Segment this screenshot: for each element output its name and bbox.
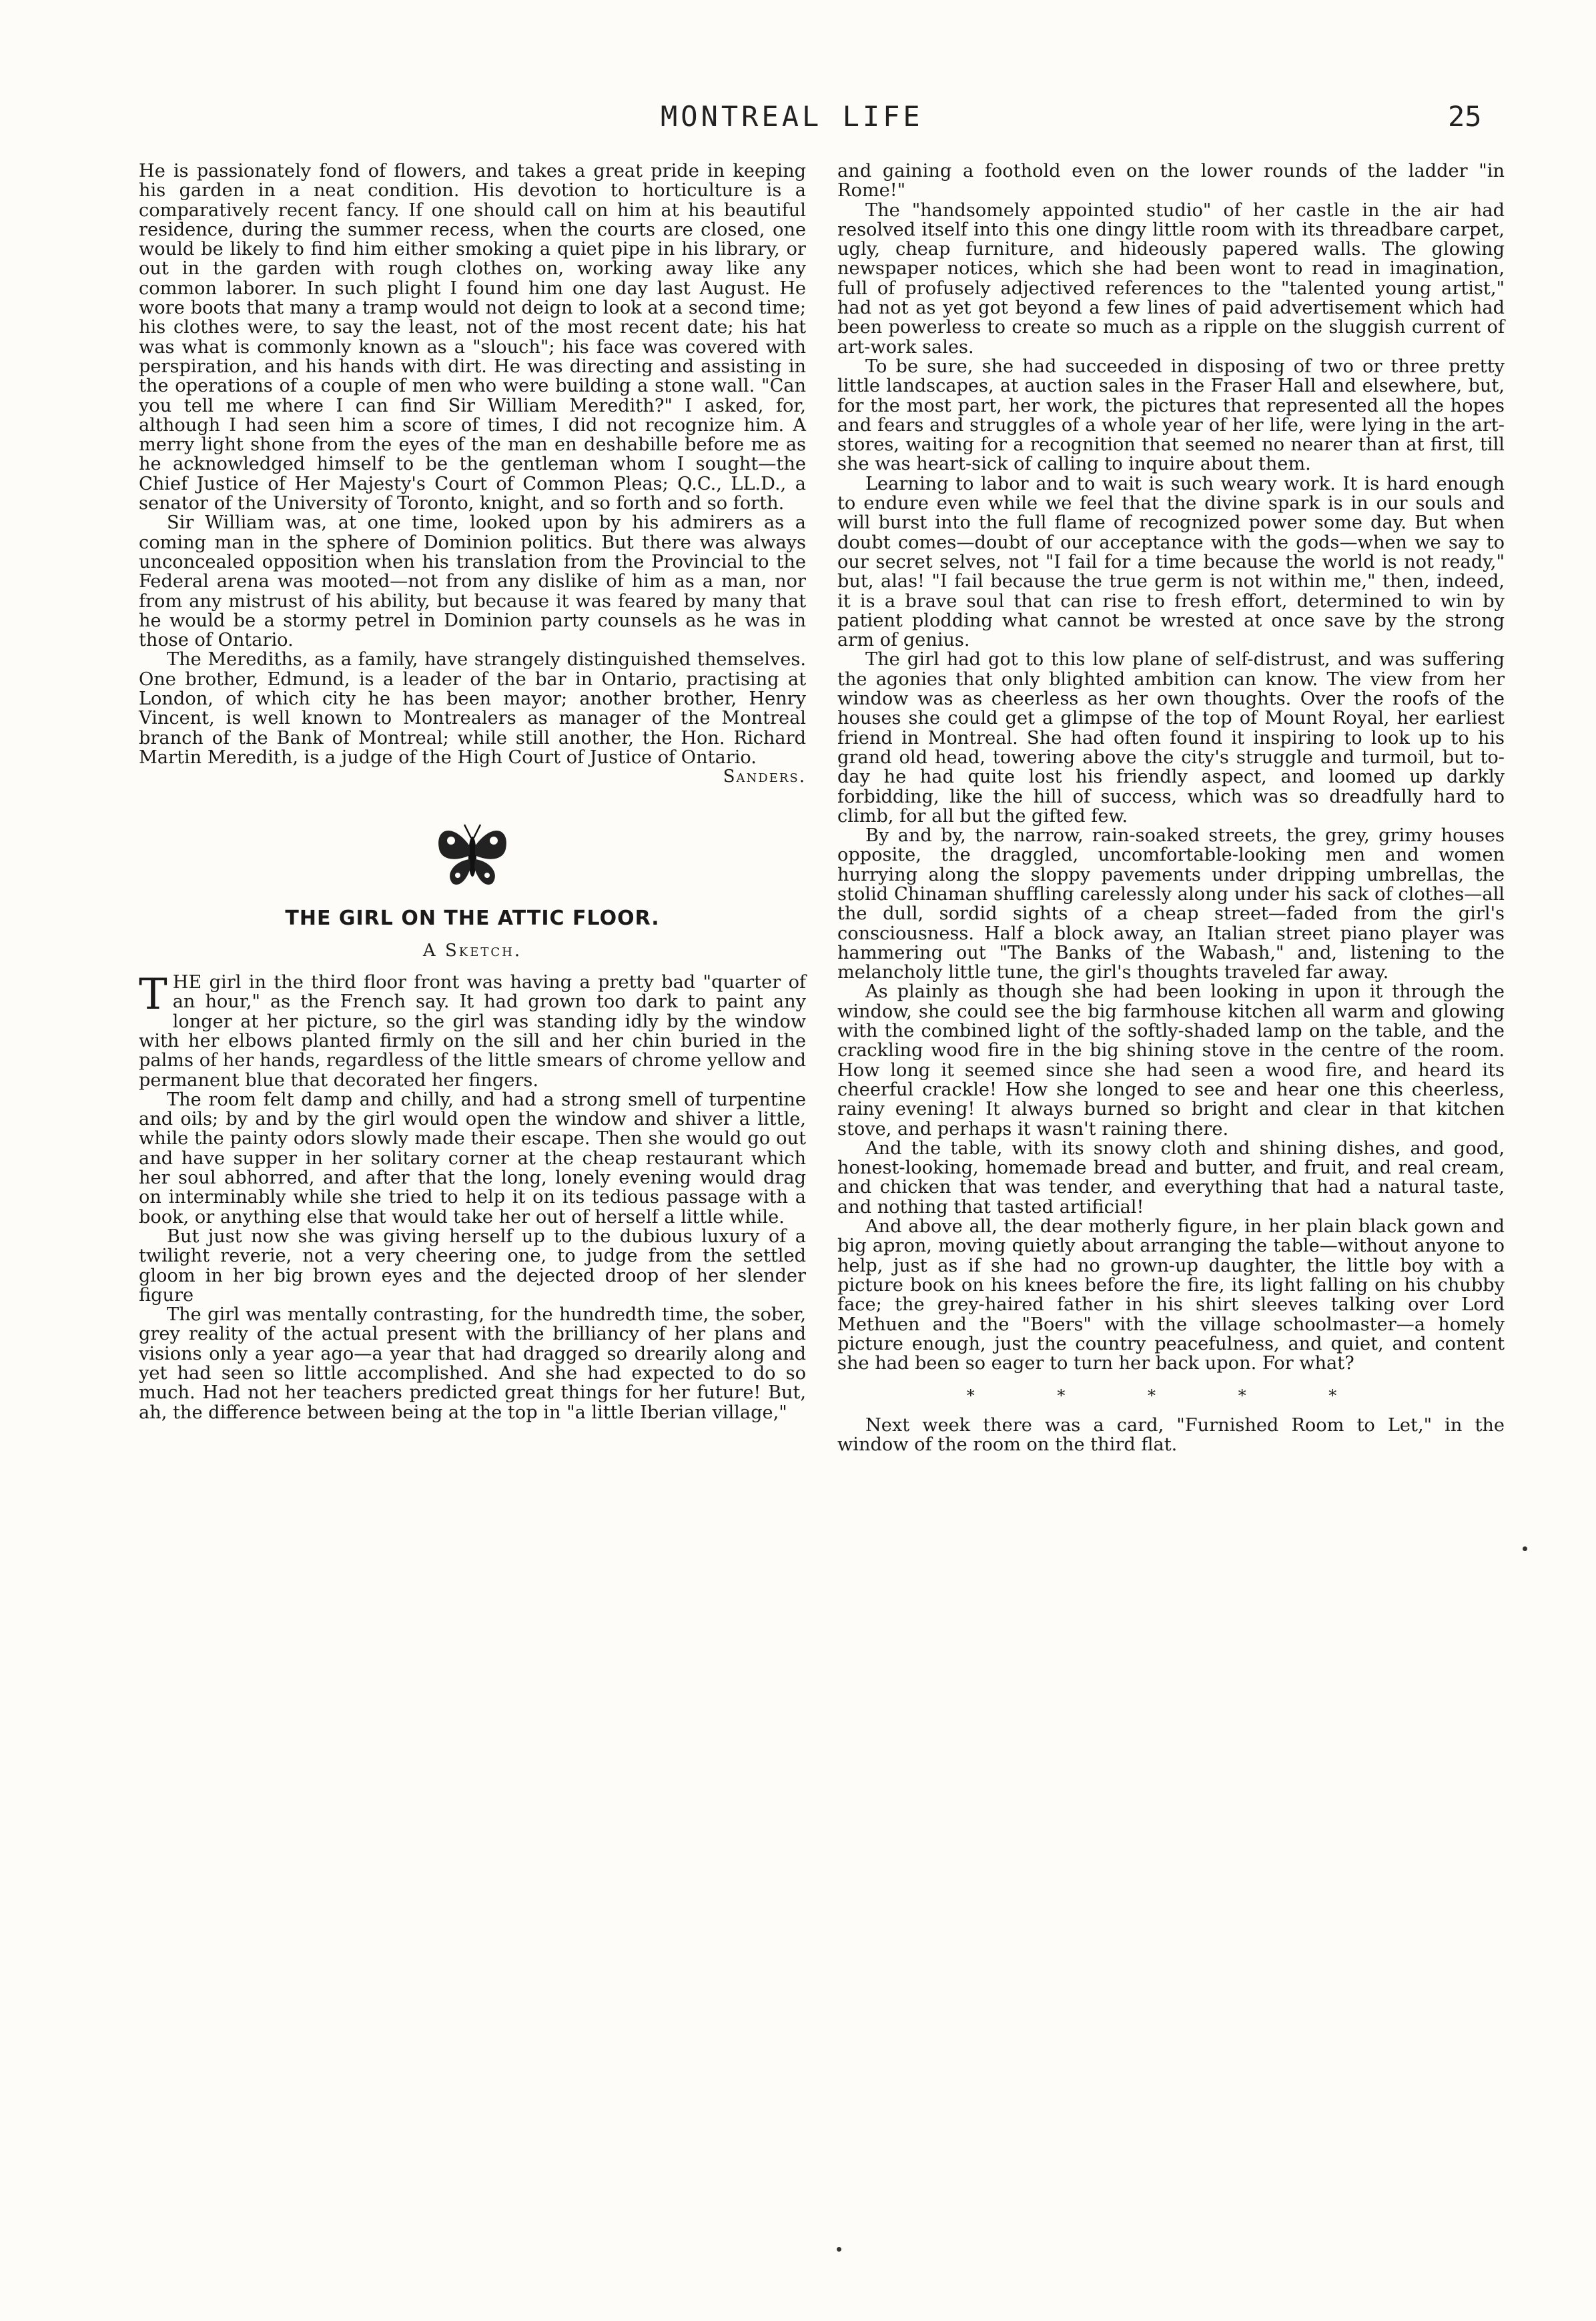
butterfly-icon — [432, 819, 512, 890]
story-paragraph: As plainly as though she had been looking in upon it through the window, she could see the big farmhouse kitchen all warm and glowing with the combined light of the softly-shaded lamp on the table, and the crackling wood fire in the big shining stove in the centre of the room. How long it seemed since she had seen a wood fire, and heard its cheerful crackle! How she longed to see and hear one this cheerless, rainy evening! It always burned so bright and clear in that kitchen stove, and perhaps it wasn't raining there. — [837, 981, 1505, 1139]
left-column — [139, 161, 806, 1422]
section-break-stars: * * * * * — [966, 1386, 1376, 1406]
article-paragraph: The Merediths, as a family, have strangely distinguished themselves. One brother, Edmund, is a leader of the bar in Ontario, practising at London, of which city he has been mayor; another brother, Henry Vincent, is well known to Montrealers as manager of the Montreal branch of the Bank of Montreal; while still another, the Hon. Richard Martin Meredith, is a judge of the High Court of Justice of Ontario. — [139, 649, 806, 768]
story-paragraph: Learning to labor and to wait is such weary work. It is hard enough to endure even while we feel that the divine spark is in our souls and will burst into the full flame of recognized power some day. But when doubt comes—doubt of our acceptance with the gods—when we say to our secret selves, not "I fail for a time because the world is not ready," but, alas! "I fail because the true germ is not within me," then, indeed, it is a brave soul that can rise to fresh effort, determined to win by patient plodding what cannot be wrested at once save by the strong arm of genius. — [837, 473, 1505, 651]
right-column — [837, 161, 1505, 1454]
page-number: 25 — [1448, 100, 1482, 133]
story-paragraph: and gaining a foothold even on the lower rounds of the ladder "in Rome!" — [837, 161, 1505, 201]
butterfly-ornament — [139, 819, 806, 890]
story-subtitle: A Sketch. — [422, 940, 522, 961]
story-paragraph: The "handsomely appointed studio" of her castle in the air had resolved itself into this one dingy little room with its threadbare carpet, ugly, cheap furniture, and hideously papered walls. The glowing newspaper notices, which she had been wont to read in imagination, full of profusely adjectived references to the "talented young artist," had not as yet got beyond a few lines of paid advertisement which had been powerless to create so much as a ripple on the sluggish current of art-work sales. — [837, 199, 1505, 358]
story-paragraph: And above all, the dear motherly figure, in her plain black gown and big apron, moving quietly about arranging the table—without anyone to help, just as if she had no grown-up daughter, the little boy with a picture book on his knees before the fire, its light falling on his chubby face; the grey-haired father in his shirt sleeves talking over Lord Methuen and the "Boers" with the village schoolmaster—a homely picture enough, just the country peacefulness, and quiet, and content she had been so eager to turn her back upon. For what? — [837, 1216, 1505, 1374]
author-signature: Sanders. — [723, 767, 806, 787]
story-paragraph: By and by, the narrow, rain-soaked streets, the grey, grimy houses opposite, the draggled, uncomfortable-looking men and women hurrying along the sloppy pavements under dripping umbrellas, the stolid Chinaman shuffling carelessly along under his sack of clothes—all the dull, sordid sights of a cheap street—faded from the girl's consciousness. Half a block away, an Italian street piano player was hammering out "The Banks of the Wabash," and, listening to the melancholy little tune, the girl's thoughts traveled far away. — [837, 825, 1505, 983]
story-paragraph: The girl had got to this low plane of self-distrust, and was suffering the agonies that only blighted ambition can know. The view from her window was as cheerless as her own thoughts. Over the roofs of the houses she could get a glimpse of the top of Mount Royal, her earliest friend in Montreal. She had often found it inspiring to look up to his grand old head, towering above the city's struggle and turmoil, but to-day he had quite lost his friendly aspect, and loomed up darkly forbidding, like the hill of success, which was so dreadfully hard to climb, for all but the gifted few. — [837, 649, 1505, 827]
story-paragraph: The girl was mentally contrasting, for the hundredth time, the sober, grey reality of the actual present with the brilliancy of her plans and visions only a year ago—a year that had dragged so drearily along and yet had seen so little accomplished. And she had expected to do so much. Had not her teachers predicted great things for her future! But, ah, the difference between being at the top in "a little Iberian village," — [139, 1304, 806, 1423]
print-speck — [837, 2247, 841, 2252]
story-paragraph: But just now she was giving herself up to the dubious luxury of a twilight reverie, not a very cheering one, to judge from the settled gloom in her big brown eyes and the dejected droop of her slender figure — [139, 1226, 806, 1306]
story-title: THE GIRL ON THE ATTIC FLOOR. — [285, 906, 660, 930]
story-paragraph-text: HE girl in the third floor front was having a pretty bad "quarter of an hour," as the French say. It had grown too dark to paint any longer at her picture, so the girl was standing idly by the window with her elbows planted firmly on the sill and her chin buried in the palms of her hands, regardless of the little smears of chrome yellow and permanent blue that decorated her fingers. — [139, 972, 806, 1091]
story-paragraph: And the table, with its snowy cloth and shining dishes, and good, honest-looking, homemade bread and butter, and fruit, and real cream, and chicken that was tender, and everything that had a natural taste, and nothing that tasted artificial! — [837, 1137, 1505, 1218]
running-head: MONTREAL LIFE — [661, 100, 923, 133]
story-paragraph: To be sure, she had succeeded in disposing of two or three pretty little landscapes, at auction sales in the Fraser Hall and elsewhere, but, for the most part, her work, the pictures that represented all the hopes and fears and struggles of a whole year of her life, were lying in the art-stores, waiting for a recognition that seemed no nearer than at first, till she was heart-sick of calling to inquire about them. — [837, 356, 1505, 475]
article-paragraph: Sir William was, at one time, looked upon by his admirers as a coming man in the sphere of Dominion politics. But there was always unconcealed opposition when his translation from the Provincial to the Federal arena was mooted—not from any dislike of him as a man, nor from any mistrust of his ability, but because it was feared by many that he would be a stormy petrel in Dominion party counsels as he was in those of Ontario. — [139, 512, 806, 651]
story-paragraph: The room felt damp and chilly, and had a strong smell of turpentine and oils; by and by the girl would open the window and shiver a little, while the painty odors slowly made their escape. Then she would go out and have supper in her solitary corner at the cheap restaurant which her soul abhorred, and after that the long, lonely evening would drag on interminably while she tried to help it on its tedious passage with a book, or anything else that would take her out of herself a little while. — [139, 1089, 806, 1228]
drop-cap: T — [139, 970, 167, 1020]
closing-paragraph: Next week there was a card, "Furnished Room to Let," in the window of the room on the third flat. — [837, 1414, 1505, 1455]
print-speck — [1523, 1546, 1527, 1551]
article-paragraph: He is passionately fond of flowers, and takes a great pride in keeping his garden in a neat condition. His devotion to horticulture is a comparatively recent fancy. If one should call on him at his beautiful residence, during the summer recess, when the courts are closed, one would be likely to find him either smoking a quiet pipe in his library, or out in the garden with rough clothes on, working away like any common laborer. In such plight I found him one day last August. He wore boots that many a tramp would not deign to look at a second time; his clothes were, to say the least, not of the most recent date; his hat was what is commonly known as a "slouch"; his face was covered with perspiration, and his hands with dirt. He was directing and assisting in the operations of a couple of men who were building a stone wall. "Can you tell me where I can find Sir William Meredith?" I asked, for, although I had seen him a score of times, I did not recognize him. A merry light shone from the eyes of the man en deshabille before me as he acknowledged himself to be the gentleman whom I sought—the Chief Justice of Her Majesty's Court of Common Pleas; Q.C., LL.D., a senator of the University of Toronto, knight, and so forth and so forth. — [139, 161, 806, 514]
story-paragraph — [139, 970, 806, 1091]
